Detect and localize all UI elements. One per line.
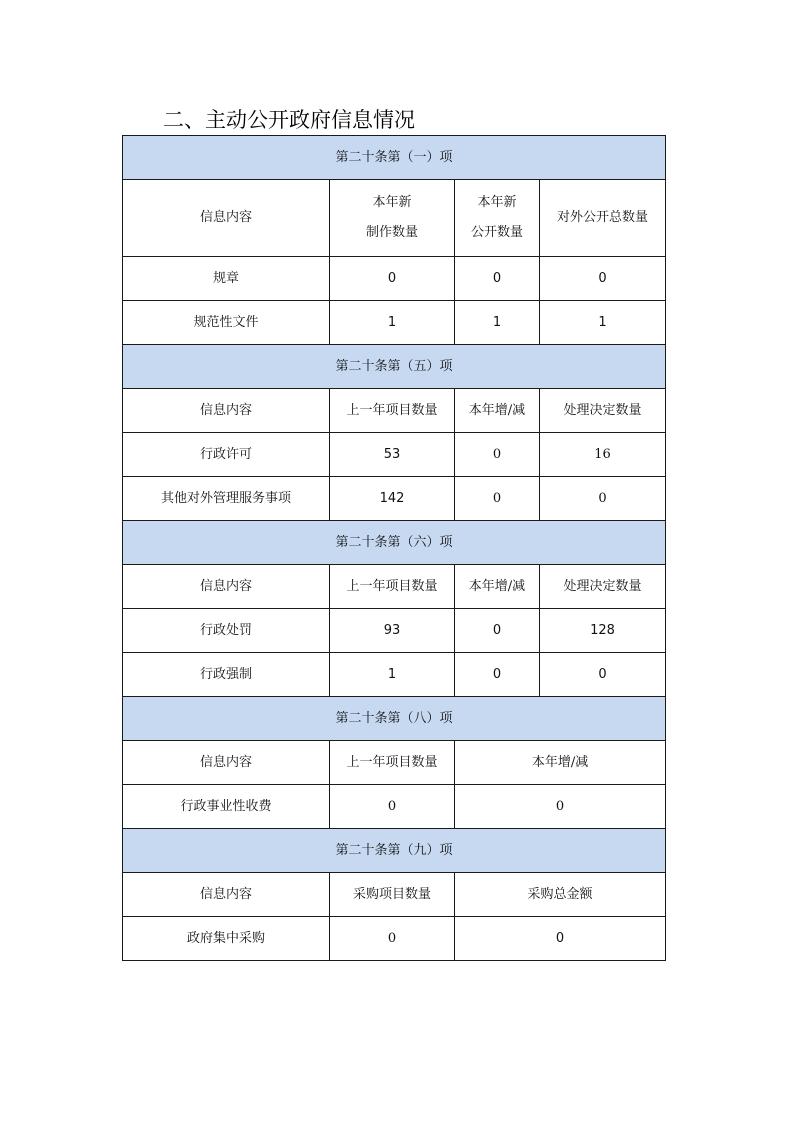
section-header-row [123,829,666,873]
column-header-row [123,180,666,257]
column-header-row [123,873,666,917]
table-row [123,917,666,961]
cell-value: 0 [455,433,540,477]
column-header-line: 本年新 [477,195,517,210]
column-header [455,180,540,257]
column-header: 本年增/减 [455,741,666,785]
column-header-row [123,741,666,785]
cell-value: 0 [330,785,455,829]
cell-value: 16 [540,433,666,477]
section-header: 第二十条第（五）项 [123,345,666,389]
cell-value: 0 [540,257,666,301]
table-row [123,301,666,345]
column-header: 上一年项目数量 [330,389,455,433]
cell-value: 1 [540,301,666,345]
cell-value: 1 [330,653,455,697]
row-label: 行政事业性收费 [123,785,330,829]
page-title: 二、主动公开政府信息情况 [163,108,415,132]
section-header-row [123,136,666,180]
table-row [123,785,666,829]
cell-value: 128 [540,609,666,653]
table-row [123,477,666,521]
table-row [123,433,666,477]
cell-value: 0 [455,785,666,829]
column-header: 本年增/减 [455,565,540,609]
section-header-row [123,345,666,389]
cell-value: 0 [455,477,540,521]
section-header: 第二十条第（六）项 [123,521,666,565]
cell-value: 0 [455,609,540,653]
section-header: 第二十条第（一）项 [123,136,666,180]
column-header-line: 制作数量 [365,225,418,240]
column-header: 上一年项目数量 [330,565,455,609]
column-header: 本年增/减 [455,389,540,433]
column-header: 对外公开总数量 [540,180,666,257]
row-label: 规范性文件 [123,301,330,345]
column-header: 信息内容 [123,741,330,785]
column-header: 信息内容 [123,389,330,433]
row-label: 行政许可 [123,433,330,477]
cell-value: 1 [455,301,540,345]
table-row [123,257,666,301]
column-header [330,180,455,257]
column-header-line: 本年新 [372,195,412,210]
info-table [122,135,666,961]
cell-value: 0 [330,257,455,301]
row-label: 政府集中采购 [123,917,330,961]
column-header: 信息内容 [123,565,330,609]
cell-value: 93 [330,609,455,653]
row-label: 规章 [123,257,330,301]
column-header: 信息内容 [123,873,330,917]
column-header: 信息内容 [123,180,330,257]
column-header: 采购总金额 [455,873,666,917]
row-label: 其他对外管理服务事项 [123,477,330,521]
column-header-row [123,389,666,433]
cell-value: 1 [330,301,455,345]
cell-value: 53 [330,433,455,477]
cell-value: 0 [540,477,666,521]
cell-value: 0 [455,653,540,697]
row-label: 行政处罚 [123,609,330,653]
row-label: 行政强制 [123,653,330,697]
cell-value: 0 [540,653,666,697]
column-header: 采购项目数量 [330,873,455,917]
section-header: 第二十条第（八）项 [123,697,666,741]
section-header-row [123,521,666,565]
column-header-line: 公开数量 [470,225,523,240]
column-header: 处理决定数量 [540,565,666,609]
cell-value: 0 [455,917,666,961]
section-header: 第二十条第（九）项 [123,829,666,873]
cell-value: 0 [455,257,540,301]
column-header: 上一年项目数量 [330,741,455,785]
table-row [123,609,666,653]
section-header-row [123,697,666,741]
column-header-row [123,565,666,609]
cell-value: 0 [330,917,455,961]
column-header: 处理决定数量 [540,389,666,433]
table-row [123,653,666,697]
cell-value: 142 [330,477,455,521]
